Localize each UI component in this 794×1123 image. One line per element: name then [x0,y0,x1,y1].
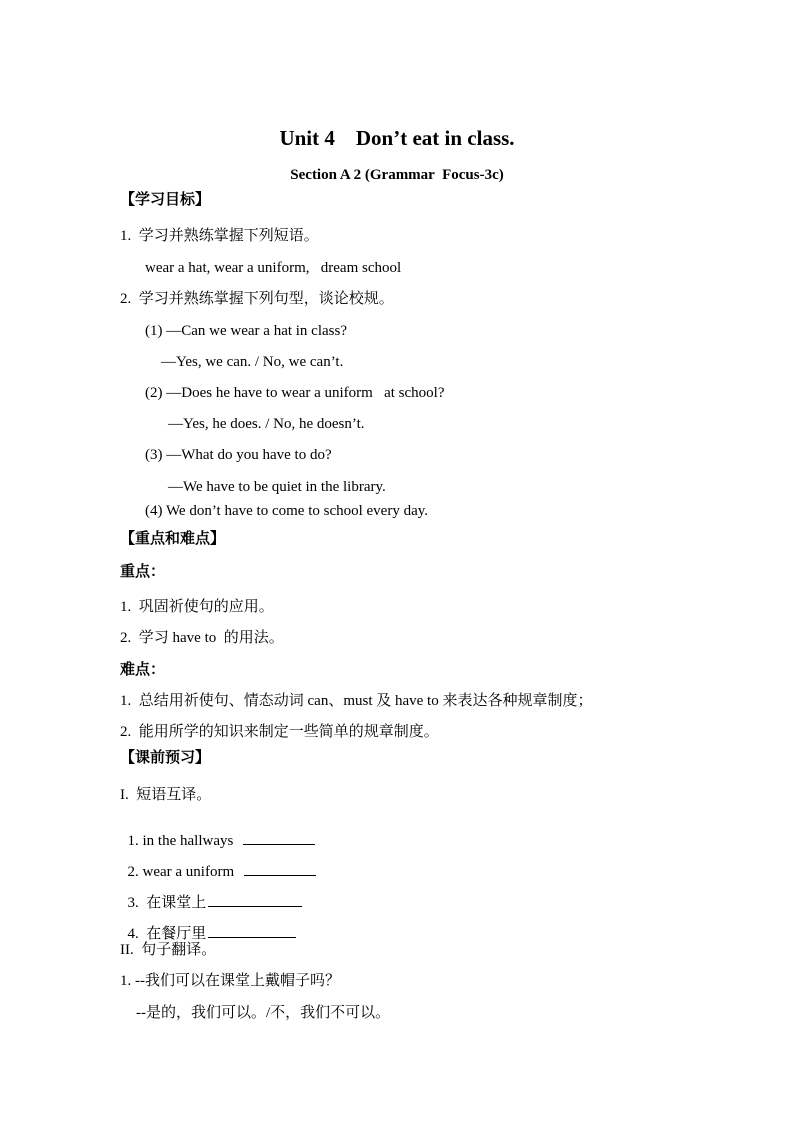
section-subtitle: Section A 2 (Grammar Focus-3c) [290,167,504,183]
sentence-translation-title: II. 句子翻译。 [120,942,217,958]
phrase-exercise-2-text: 2. wear a uniform [127,864,235,880]
focus-heading: 【重点和难点】 [120,529,226,547]
phrase-translation-title: I. 短语互译。 [120,787,212,803]
pattern-question-1: (1) —Can we wear a hat in class? [145,323,348,339]
phrase-exercise-4 [120,912,296,942]
answer-blank-2[interactable] [244,874,316,876]
difficult-points-label: 难点： [120,660,166,678]
answer-blank-4[interactable] [208,936,296,938]
pattern-question-3: (3) —What do you have to do? [145,447,332,463]
pattern-question-2: (2) —Does he have to wear a uniform at school? [145,385,445,401]
pattern-answer-3: —We have to be quiet in the library. [168,479,386,495]
difficult-point-1: 1. 总结用祈使句、情态动词 can、must 及 have to 来表达各种规章制度； [120,693,593,709]
objective-phrases: wear a hat, wear a uniform, dream school [145,260,402,276]
phrase-exercise-3-text: 3. 在课堂上 [127,895,207,911]
objective-item-1: 1. 学习并熟练掌握下列短语。 [120,228,319,244]
answer-blank-1[interactable] [243,843,315,845]
phrase-exercise-1 [120,819,315,849]
page-title: Unit 4 Don’t eat in class. [279,126,515,150]
pattern-answer-2: —Yes, he does. / No, he doesn’t. [168,416,365,432]
difficult-point-2: 2. 能用所学的知识来制定一些简单的规章制度。 [120,724,439,740]
objectives-heading: 【学习目标】 [120,190,211,208]
phrase-exercise-4-text: 4. 在餐厅里 [127,926,207,942]
key-point-1: 1. 巩固祈使句的应用。 [120,599,274,615]
sentence-exercise-1: 1. --我们可以在课堂上戴帽子吗？ [120,973,340,989]
key-point-2: 2. 学习 have to 的用法。 [120,630,284,646]
preview-heading: 【课前预习】 [120,748,211,766]
phrase-exercise-1-text: 1. in the hallways [127,833,234,849]
phrase-exercise-2 [120,850,316,880]
phrase-exercise-3 [120,881,302,911]
objective-item-2: 2. 学习并熟练掌握下列句型，谈论校规。 [120,291,394,307]
key-points-label: 重点： [120,562,166,580]
pattern-answer-1: —Yes, we can. / No, we can’t. [161,354,344,370]
answer-blank-3[interactable] [208,905,302,907]
sentence-exercise-1-answer: --是的，我们可以。/不，我们不可以。 [136,1005,391,1021]
pattern-sentence-4: (4) We don’t have to come to school every day. [145,503,429,519]
